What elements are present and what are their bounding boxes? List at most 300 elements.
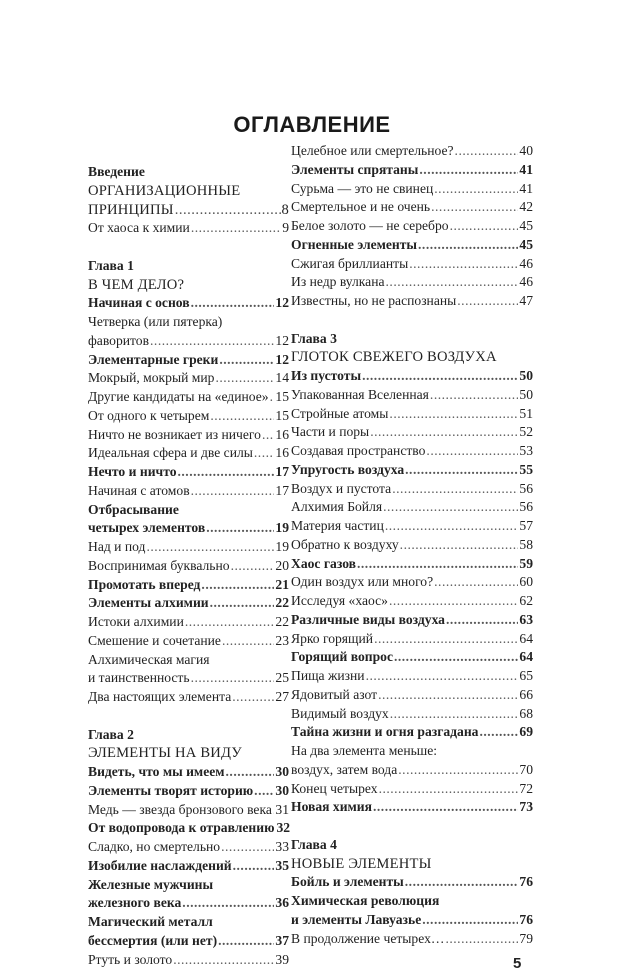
toc-page-number: 37 — [275, 932, 289, 948]
toc-entry[interactable] — [291, 742, 533, 780]
toc-entry-row — [88, 219, 289, 238]
toc-entry-text: Стройные атомы — [291, 405, 389, 421]
toc-entry-text: Известны, но не распознаны — [291, 293, 457, 308]
toc-page-number: 25 — [275, 670, 289, 686]
page-number: 5 — [513, 955, 522, 972]
toc-entry-text: Ничто не возникает из ничего — [88, 426, 261, 442]
toc-entry-row — [88, 932, 289, 951]
toc-entry[interactable] — [291, 573, 533, 592]
toc-entry[interactable] — [291, 780, 533, 799]
toc-page-number: 9 — [282, 220, 289, 236]
toc-entry-text: Ядовитый азот — [291, 686, 378, 702]
toc-page-number: 55 — [519, 461, 533, 477]
toc-entry-text: фаворитов — [88, 332, 150, 348]
toc-entry-text: Алхимия Бойля — [291, 499, 383, 515]
toc-page-number: 56 — [519, 499, 533, 515]
toc-entry-text: На два элемента меньше: — [291, 743, 438, 758]
toc-entry[interactable] — [291, 630, 533, 649]
toc-entry-row — [88, 444, 289, 463]
toc-entry[interactable] — [291, 555, 533, 574]
toc-entry-text: Промотать вперед — [88, 576, 201, 592]
toc-entry-row — [88, 351, 289, 370]
toc-entry-text: Магический металл — [88, 914, 213, 929]
toc-entry[interactable] — [88, 594, 289, 613]
toc-entry[interactable] — [291, 461, 533, 480]
toc-entry[interactable] — [88, 294, 289, 313]
toc-entry[interactable] — [291, 273, 533, 292]
toc-page-number: 72 — [519, 780, 533, 796]
toc-entry-text: Идеальная сфера и две силы — [88, 445, 253, 461]
toc-entry[interactable] — [291, 686, 533, 705]
toc-entry-row — [88, 294, 289, 313]
dot-leader — [150, 332, 274, 351]
toc-entry-text: Упакованная Вселенная — [291, 386, 429, 402]
toc-entry-row — [88, 894, 289, 913]
toc-page-number: 40 — [519, 143, 533, 158]
dot-leader — [419, 161, 518, 180]
dot-leader — [389, 592, 518, 611]
dot-leader — [390, 705, 519, 724]
toc-entry-row — [291, 686, 533, 705]
toc-entry[interactable] — [291, 723, 533, 742]
toc-entry-text: Изобилие наслаждений — [88, 857, 232, 873]
section-gap — [88, 238, 289, 257]
toc-entry-text: Горящий вопрос — [291, 649, 393, 665]
toc-entry-row — [291, 292, 533, 311]
toc-entry-text: и элементы Лавуазье — [291, 911, 422, 927]
toc-entry-text: Смертельное и не очень — [291, 199, 431, 215]
toc-page-number: 69 — [519, 724, 533, 740]
dot-leader — [357, 555, 518, 574]
dot-leader — [398, 761, 518, 780]
dot-leader — [191, 294, 275, 313]
toc-entry-row — [88, 951, 289, 970]
toc-page-number: 15 — [275, 389, 289, 404]
dot-leader — [191, 669, 275, 688]
toc-entry-text: Целебное или смертельное? — [291, 143, 454, 158]
toc-entry-text: Элементы спрятаны — [291, 161, 419, 177]
toc-entry-row — [291, 461, 533, 480]
toc-page-number: 12 — [275, 351, 289, 367]
toc-entry[interactable] — [291, 367, 533, 386]
toc-entry-row — [88, 669, 289, 688]
toc-entry-text: Из недр вулкана — [291, 274, 385, 290]
toc-entry-row — [291, 648, 533, 667]
chapter-label: Глава 1 — [88, 257, 134, 273]
dot-leader — [232, 688, 274, 707]
toc-entry-text: Обратно к воздуху — [291, 536, 399, 552]
dot-leader — [273, 801, 275, 820]
toc-page-number: 19 — [275, 539, 289, 554]
toc-entry[interactable] — [88, 369, 289, 388]
toc-entry-text: Исследуя «хаос» — [291, 593, 388, 608]
chapter-heading[interactable]: ЭЛЕМЕНТЫ НА ВИДУ — [88, 745, 242, 762]
toc-entry-text: От хаоса к химии — [88, 220, 190, 236]
toc-page-number: 41 — [519, 161, 533, 177]
toc-entry[interactable] — [88, 801, 289, 820]
toc-page-number: 50 — [519, 368, 533, 383]
toc-entry-text: Два настоящих элемента — [88, 689, 232, 704]
toc-entry-text: От водопровода к отравлению — [88, 820, 275, 836]
toc-entry-text: Ярко горящий — [291, 630, 374, 646]
toc-page-number: 30 — [275, 782, 289, 798]
dot-leader — [206, 519, 274, 538]
toc-entry-row — [88, 519, 289, 538]
toc-entry-text: Огненные элементы — [291, 236, 418, 252]
toc-entry[interactable] — [88, 763, 289, 782]
toc-page-number: 16 — [275, 426, 289, 442]
toc-left-column — [88, 163, 289, 969]
toc-entry-text: Химическая революция — [291, 893, 440, 908]
toc-entry[interactable] — [291, 405, 533, 424]
toc-entry-text: Тайна жизни и огня разгадана — [291, 724, 479, 740]
dot-leader — [215, 369, 274, 388]
toc-entry-text: Четверка (или пятерка) — [88, 314, 223, 329]
toc-entry[interactable] — [88, 313, 289, 351]
toc-right-column — [291, 142, 533, 948]
toc-entry-text: Другие кандидаты на «единое» — [88, 389, 269, 404]
dot-leader — [385, 517, 519, 536]
dot-leader — [370, 423, 518, 442]
toc-entry-text: Белое золото — не серебро — [291, 218, 449, 233]
dot-leader — [379, 780, 519, 799]
dot-leader — [400, 536, 519, 555]
toc-entry-row — [88, 538, 289, 557]
toc-entry-text: Алхимическая магия — [88, 651, 210, 667]
toc-page-number: 76 — [519, 874, 533, 890]
dot-leader — [479, 723, 518, 742]
toc-entry-row — [291, 536, 533, 555]
toc-entry[interactable] — [88, 651, 289, 689]
toc-entry[interactable] — [291, 198, 533, 217]
toc-page-number: 47 — [519, 293, 533, 308]
dot-leader — [210, 594, 275, 613]
dot-leader — [446, 611, 518, 630]
toc-page-number: 60 — [519, 574, 533, 590]
dot-leader — [383, 498, 518, 517]
dot-leader — [270, 388, 275, 407]
toc-entry[interactable] — [88, 613, 289, 632]
dot-leader — [405, 461, 518, 480]
toc-entry-text: От одного к четырем — [88, 407, 210, 423]
toc-entry[interactable] — [291, 873, 533, 892]
toc-page-number: 19 — [275, 520, 289, 536]
toc-page-number: 22 — [275, 595, 289, 611]
toc-entry-row — [291, 630, 533, 649]
toc-entry-row — [291, 723, 533, 742]
toc-entry[interactable] — [291, 592, 533, 611]
toc-entry-row — [291, 480, 533, 499]
dot-leader — [362, 367, 518, 386]
toc-page-number: 68 — [519, 705, 533, 721]
dot-leader — [366, 667, 519, 686]
toc-entry-text: Мокрый, мокрый мир — [88, 370, 215, 386]
toc-page-number: 52 — [519, 424, 533, 440]
toc-page-number: 22 — [275, 614, 289, 629]
toc-entry-row — [88, 482, 289, 501]
toc-page-number: 14 — [275, 370, 289, 386]
toc-page-number: 66 — [519, 686, 533, 702]
dot-leader — [422, 911, 518, 930]
toc-entry-text: Начиная с основ — [88, 295, 190, 311]
toc-entry-row — [291, 780, 533, 799]
toc-entry[interactable] — [291, 536, 533, 555]
toc-page-number: 57 — [519, 518, 533, 533]
chapter-label: Глава 4 — [291, 836, 337, 852]
toc-entry[interactable] — [291, 798, 533, 817]
toc-entry[interactable] — [291, 255, 533, 274]
toc-page-number: 42 — [519, 199, 533, 215]
toc-entry-text: железного века — [88, 895, 182, 911]
toc-page-number: 59 — [519, 555, 533, 571]
toc-entry[interactable] — [88, 444, 289, 463]
toc-entry[interactable] — [291, 236, 533, 255]
toc-entry-row — [291, 255, 533, 274]
toc-entry-text: Бойль и элементы — [291, 874, 404, 890]
dot-leader — [434, 180, 518, 199]
toc-entry-text: Нечто и ничто — [88, 464, 177, 479]
toc-entry[interactable] — [291, 386, 533, 405]
toc-entry[interactable] — [88, 819, 289, 838]
toc-entry-text: Один воздух или много? — [291, 574, 434, 590]
toc-entry-row — [88, 463, 289, 482]
toc-entry-text: Материя частиц — [291, 518, 384, 533]
toc-entry-row — [291, 667, 533, 686]
toc-entry[interactable] — [88, 632, 289, 651]
toc-entry-row — [291, 555, 533, 574]
toc-page-number: 12 — [275, 332, 289, 348]
toc-entry[interactable] — [291, 423, 533, 442]
toc-entry-text: Отбрасывание — [88, 501, 179, 517]
toc-entry-text: В продолжение четырех… — [291, 930, 445, 946]
toc-page-number: 12 — [275, 295, 289, 311]
dot-leader — [226, 763, 275, 782]
toc-entry[interactable] — [88, 426, 289, 445]
toc-entry-row — [88, 201, 289, 220]
toc-entry[interactable] — [88, 913, 289, 951]
dot-leader — [430, 386, 518, 405]
chapter-heading[interactable]: В ЧЕМ ДЕЛО? — [88, 276, 185, 293]
toc-entry-text: Хаос газов — [291, 555, 356, 571]
dot-leader — [146, 538, 274, 557]
toc-entry[interactable] — [291, 161, 533, 180]
toc-entry-row — [88, 857, 289, 876]
toc-entry[interactable] — [88, 407, 289, 426]
toc-entry[interactable] — [291, 142, 533, 161]
dot-leader — [191, 482, 275, 501]
dot-leader — [210, 407, 274, 426]
toc-entry[interactable] — [88, 538, 289, 557]
toc-page-number: 70 — [519, 761, 533, 777]
toc-entry[interactable] — [291, 517, 533, 536]
dot-leader — [431, 198, 518, 217]
page-title: ОГЛАВЛЕНИЕ — [233, 112, 391, 137]
toc-entry[interactable] — [88, 557, 289, 576]
dot-leader — [182, 894, 274, 913]
toc-page-number: 76 — [519, 911, 533, 927]
toc-page-number: 35 — [275, 857, 289, 873]
toc-page-number: 65 — [519, 668, 533, 683]
toc-entry-text: Медь — звезда бронзового века — [88, 801, 272, 817]
toc-entry[interactable] — [291, 892, 533, 930]
toc-page-number: 56 — [519, 480, 533, 496]
toc-page-number: 79 — [519, 930, 533, 946]
toc-entry-text: Над и под — [88, 539, 146, 554]
chapter-label: Глава 2 — [88, 726, 134, 742]
toc-entry-text: бессмертия (или нет) — [88, 932, 218, 948]
toc-entry-row — [88, 557, 289, 576]
toc-page-number: 8 — [281, 201, 289, 218]
toc-entry-row — [291, 592, 533, 611]
toc-page-number: 17 — [275, 464, 289, 479]
toc-entry[interactable] — [291, 705, 533, 724]
toc-entry[interactable] — [88, 388, 289, 407]
dot-leader — [173, 951, 274, 970]
toc-page-number: 73 — [519, 799, 533, 815]
toc-page-number: 15 — [275, 407, 289, 423]
toc-entry-row — [88, 801, 289, 820]
dot-leader — [455, 142, 519, 161]
toc-entry-text: воздух, затем вода — [291, 761, 398, 777]
toc-entry-row — [291, 442, 533, 461]
toc-entry[interactable] — [88, 688, 289, 707]
toc-entry[interactable] — [88, 782, 289, 801]
toc-entry[interactable] — [88, 838, 289, 857]
toc-page-number: 20 — [275, 557, 289, 573]
dot-leader — [221, 838, 274, 857]
toc-page-number: 64 — [519, 630, 533, 646]
toc-entry-text: и таинственность — [88, 670, 190, 686]
toc-entry-text: Различные виды воздуха — [291, 611, 445, 627]
toc-entry-row — [88, 426, 289, 445]
toc-entry-row — [88, 407, 289, 426]
toc-entry-text: Элементарные греки — [88, 351, 219, 367]
dot-leader — [262, 426, 274, 445]
toc-entry-row — [291, 161, 533, 180]
toc-entry[interactable] — [291, 667, 533, 686]
toc-page-number: 16 — [275, 445, 289, 461]
toc-entry[interactable] — [88, 219, 289, 238]
toc-entry-text: Смешение и сочетание — [88, 632, 221, 648]
toc-entry-text: Сжигая бриллианты — [291, 255, 409, 271]
toc-entry[interactable] — [88, 857, 289, 876]
toc-page-number: 31 — [275, 801, 289, 817]
toc-entry-row — [88, 594, 289, 613]
toc-entry[interactable] — [291, 292, 533, 311]
dot-leader — [233, 857, 275, 876]
chapter-label: Введение — [88, 164, 145, 179]
dot-leader — [373, 798, 518, 817]
dot-leader — [185, 613, 275, 632]
toc-entry-row — [291, 930, 533, 949]
toc-entry-text: ОРГАНИЗАЦИОННЫЕ — [88, 182, 241, 199]
toc-entry[interactable] — [291, 648, 533, 667]
toc-entry[interactable] — [291, 498, 533, 517]
toc-page-number: 17 — [275, 482, 289, 498]
toc-entry-text: Конец четырех — [291, 780, 378, 796]
toc-entry[interactable] — [88, 951, 289, 970]
toc-entry-row — [291, 236, 533, 255]
toc-entry[interactable] — [88, 351, 289, 370]
toc-entry-row — [88, 763, 289, 782]
toc-entry-text: Видеть, что мы имеем — [88, 764, 225, 779]
dot-leader — [450, 217, 519, 236]
toc-entry[interactable] — [291, 480, 533, 499]
toc-entry-text: Воздух и пустота — [291, 480, 392, 496]
toc-entry-text: Истоки алхимии — [88, 614, 184, 629]
toc-page-number: 39 — [275, 951, 289, 967]
toc-page-number: 63 — [519, 611, 533, 627]
dot-leader — [434, 573, 518, 592]
toc-entry-row — [88, 688, 289, 707]
dot-leader — [254, 444, 275, 463]
toc-entry-text: Из пустоты — [291, 368, 362, 383]
toc-entry-text: Воспринимая буквально — [88, 557, 230, 573]
toc-entry[interactable] — [88, 576, 289, 595]
toc-entry-row — [88, 819, 289, 838]
toc-entry-text: четырех элементов — [88, 520, 206, 536]
toc-entry-row — [291, 873, 533, 892]
chapter-heading[interactable]: ГЛОТОК СВЕЖЕГО ВОЗДУХА — [291, 349, 497, 366]
section-gap — [291, 817, 533, 836]
toc-entry-row — [291, 142, 533, 161]
toc-entry[interactable] — [88, 463, 289, 482]
toc-entry-row — [291, 498, 533, 517]
toc-entry-row — [291, 273, 533, 292]
dot-leader — [426, 442, 518, 461]
toc-entry-row — [291, 911, 533, 930]
toc-entry-row — [291, 705, 533, 724]
toc-entry-row — [291, 367, 533, 386]
toc-entry[interactable] — [291, 217, 533, 236]
toc-entry-row — [291, 573, 533, 592]
toc-entry-text: Сурьма — это не свинец — [291, 180, 434, 196]
toc-entry[interactable] — [88, 501, 289, 539]
dot-leader — [219, 351, 274, 370]
toc-entry[interactable] — [291, 442, 533, 461]
dot-leader — [457, 292, 518, 311]
toc-entry[interactable] — [291, 611, 533, 630]
toc-entry[interactable] — [291, 180, 533, 199]
chapter-label: Глава 3 — [291, 330, 337, 346]
toc-entry-text: Элементы алхимии — [88, 595, 209, 611]
toc-entry-text: Части и поры — [291, 424, 370, 440]
toc-entry-row — [88, 632, 289, 651]
toc-page-number: 41 — [519, 180, 533, 196]
toc-page-number: 62 — [519, 593, 533, 608]
toc-entry-row — [88, 576, 289, 595]
toc-entry-row — [291, 386, 533, 405]
toc-page-number: 36 — [275, 895, 289, 911]
toc-entry[interactable] — [88, 182, 289, 220]
toc-entry[interactable] — [88, 876, 289, 914]
toc-page-number: 51 — [519, 405, 533, 421]
toc-entry-row — [291, 217, 533, 236]
dot-leader — [405, 873, 519, 892]
toc-page-number: 46 — [519, 274, 533, 290]
toc-entry-text: Пища жизни — [291, 668, 365, 683]
toc-page-number: 33 — [275, 839, 289, 854]
toc-page-number: 46 — [519, 255, 533, 271]
toc-entry-row — [88, 332, 289, 351]
toc-entry[interactable] — [88, 482, 289, 501]
toc-page-number: 23 — [275, 632, 289, 648]
dot-leader — [218, 932, 274, 951]
toc-entry[interactable] — [291, 930, 533, 949]
chapter-heading[interactable]: НОВЫЕ ЭЛЕМЕНТЫ — [291, 855, 432, 872]
dot-leader — [378, 686, 518, 705]
dot-leader — [254, 782, 274, 801]
